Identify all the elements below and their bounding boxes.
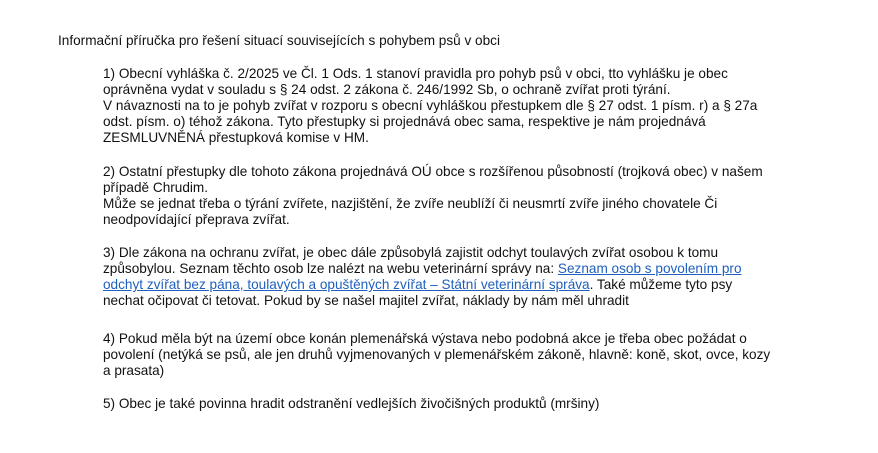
- item3-line-4: nechat očipovat či tetovat. Pokud by se našel majitel zvířat, náklady by nám měl uhradit: [103, 293, 629, 308]
- item2-line-3: Může se jednat třeba o týrání zvířete, nazjištění, že zvíře neublíží či neusmrtí zvíře jiného chovatele Či: [103, 196, 718, 211]
- document-title: Informační příručka pro řešení situací souvisejících s pohybem psů v obci: [58, 33, 500, 48]
- list-item-4: [103, 331, 815, 379]
- item2-line-2: případě Chrudim.: [103, 180, 209, 195]
- item1-line-3: V návaznosti na to je pohyb zvířat v rozporu s obecní vyhláškou přestupkem dle § 27 odst. 1 písm. r) a § 27a: [103, 98, 758, 113]
- item2-line-4: neodpovídající přeprava zvířat.: [103, 212, 290, 227]
- item1-line-2: oprávněna vydat v souladu s § 24 odst. 2 zákona č. 246/1992 Sb, o ochraně zvířat proti týrání.: [103, 82, 671, 97]
- list-item-5: [103, 396, 815, 412]
- item5-line-1: 5) Obec je také povinna hradit odstranění vedlejších živočišných produktů (mršiny): [103, 396, 600, 411]
- item3-line-3-text: . Také můžeme tyto psy: [589, 277, 733, 292]
- item1-line-4: odst. písm. o) téhož zákona. Tyto přestupky si projednává obec sama, respektive je nám projednává: [103, 114, 706, 129]
- item4-line-1: 4) Pokud měla být na území obce konán plemenářská výstava nebo podobná akce je třeba obec požádat o: [103, 331, 747, 346]
- item2-line-1: 2) Ostatní přestupky dle tohoto zákona projednává OÚ obce s rozšířenou působností (trojková obec) v našem: [103, 164, 763, 179]
- item4-line-3: a prasata): [103, 363, 165, 378]
- item3-line-2: [103, 261, 815, 277]
- item3-line-3: [103, 277, 815, 293]
- list-item-1: [103, 66, 815, 146]
- item1-line-1: 1) Obecní vyhláška č. 2/2025 ve Čl. 1 Ods. 1 stanoví pravidla pro pohyb psů v obci, tto vyhlášku je obec: [103, 66, 728, 81]
- item3-line-1: 3) Dle zákona na ochranu zvířat, je obec dále způsobylá zajistit odchyt toulavých zvířat osobou k tomu: [103, 245, 719, 260]
- item3-line-2-text: způsobylou. Seznam těchto osob lze nalézt na webu veterinární správy na:: [103, 261, 558, 276]
- list-item-2: [103, 164, 815, 228]
- item1-line-5: ZESMLUVNĚNÁ přestupková komise v HM.: [103, 130, 369, 145]
- veterinary-list-link[interactable]: Seznam osob s povolením pro: [557, 261, 742, 276]
- list-item-3: [103, 245, 815, 309]
- item4-line-2: povolení (netýká se psů, ale jen druhů vyjmenovaných v plemenářském zákoně, hlavně: koně, skot, ovce, kozy: [103, 347, 771, 362]
- veterinary-list-link-continued[interactable]: odchyt zvířat bez pána, toulavých a opuštěných zvířat – Státní veterinární správa: [103, 277, 590, 292]
